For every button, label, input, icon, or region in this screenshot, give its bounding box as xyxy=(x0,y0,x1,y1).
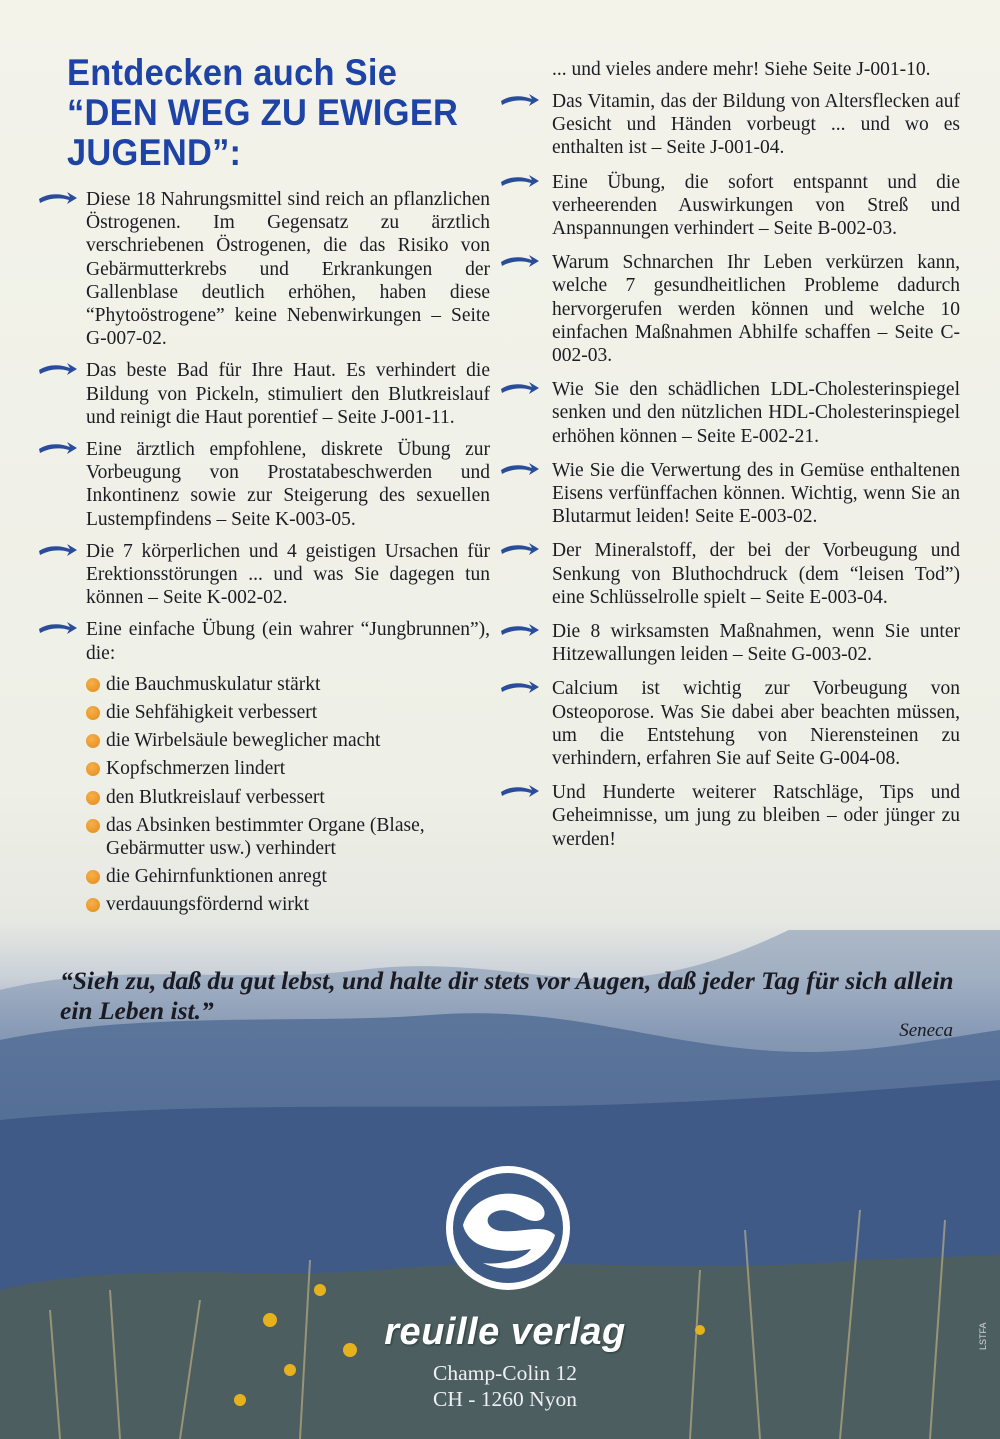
bullet-item xyxy=(86,786,490,809)
publisher-address xyxy=(380,1360,630,1412)
orange-dot-icon xyxy=(86,678,100,692)
arrow-icon xyxy=(500,253,540,269)
bullet-text: verdauungsfördernd wirkt xyxy=(106,894,310,916)
arrow-icon xyxy=(38,190,78,206)
orange-dot-icon xyxy=(86,870,100,884)
arrow-icon xyxy=(500,380,540,396)
list-item xyxy=(500,677,960,770)
bullet-item xyxy=(86,757,490,780)
list-item xyxy=(38,540,490,610)
orange-dot-icon xyxy=(86,791,100,805)
arrow-icon xyxy=(500,679,540,695)
arrow-icon xyxy=(500,461,540,477)
quote-author: Seneca xyxy=(899,1020,953,1041)
arrow-icon xyxy=(500,783,540,799)
bullet-text: den Blutkreislauf verbessert xyxy=(106,786,325,808)
bullet-item xyxy=(86,701,490,724)
address-line-1: Champ-Colin 12 xyxy=(433,1361,577,1385)
orange-dot-icon xyxy=(86,734,100,748)
item-text: Calcium ist wichtig zur Vorbeugung von Osteoporose. Was Sie dabei aber beachten müssen, um die Entstehung von Nierensteinen zu verhindern, erfahren Sie auf Seite G-004-08. xyxy=(552,678,960,770)
item-text: Warum Schnarchen Ihr Leben verkürzen kann, welche 7 gesundheitlichen Probleme dadurch hervorgerufen werden können und welche 10 einfachen Maßnahmen Abhilfe schaffen – Seite C-002-03. xyxy=(552,252,960,367)
arrow-icon xyxy=(38,620,78,636)
side-code: LSTFA xyxy=(978,1322,988,1350)
bullet-item xyxy=(86,814,490,860)
item-text: Die 8 wirksamsten Maßnahmen, wenn Sie unter Hitzewallungen leiden – Seite G-003-02. xyxy=(552,621,960,666)
orange-dot-icon xyxy=(86,706,100,720)
list-item xyxy=(38,618,490,916)
item-text: Wie Sie den schädlichen LDL-Cholesterinspiegel senken und den nützlichen HDL-Cholesterinspiegel erhöhen können – Seite E-002-21. xyxy=(552,379,960,447)
bullet-item xyxy=(86,893,490,916)
publisher-name: reuille verlag xyxy=(384,1311,626,1353)
list-item xyxy=(38,359,490,429)
bullet-text: das Absinken bestimmter Organe (Blase, Gebärmutter usw.) verhindert xyxy=(106,814,425,860)
arrow-icon xyxy=(38,542,78,558)
bullet-item xyxy=(86,729,490,752)
item-text: Das beste Bad für Ihre Haut. Es verhindert die Bildung von Pickeln, stimuliert den Blutkreislauf und reinigt die Haut porentief – Seite J-001-11. xyxy=(86,360,490,428)
continuation-text: ... und vieles andere mehr! Siehe Seite J-001-10. xyxy=(552,59,931,80)
item-text: Eine ärztlich empfohlene, diskrete Übung zur Vorbeugung von Prostatabeschwerden und Inkontinenz sowie zur Steigerung des sexuellen Lustempfindens – Seite K-003-05. xyxy=(86,439,490,530)
list-item xyxy=(38,438,490,531)
arrow-icon xyxy=(500,173,540,189)
arrow-icon xyxy=(500,622,540,638)
bullet-text: Kopfschmerzen lindert xyxy=(106,758,286,780)
left-column xyxy=(38,188,490,926)
list-item xyxy=(500,781,960,851)
list-item xyxy=(500,459,960,529)
exercise-benefits-list xyxy=(86,673,490,917)
list-item xyxy=(500,251,960,367)
orange-dot-icon xyxy=(86,762,100,776)
list-item xyxy=(500,620,960,666)
list-item xyxy=(500,171,960,241)
seneca-quote: “Sieh zu, daß du gut lebst, und halte dir stets vor Augen, daß jeder Tag für sich allein ein Leben ist.” xyxy=(60,966,954,1025)
item-text: Die 7 körperlichen und 4 geistigen Ursachen für Erektionsstörungen ... und was Sie dagegen tun können – Seite K-002-02. xyxy=(86,540,490,609)
item-text: Eine einfache Übung (ein wahrer “Jungbrunnen”), die: xyxy=(86,619,490,664)
bullet-text: die Bauchmuskulatur stärkt xyxy=(106,673,321,695)
arrow-icon xyxy=(38,361,78,377)
bullet-text: die Gehirnfunktionen anregt xyxy=(106,866,327,888)
item-text: Diese 18 Nahrungsmittel sind reich an pflanzlichen Östrogenen. Im Gegensatz zu ärztlich verschriebenen Östrogenen, die das Risiko von Gebärmutterkrebs und Erkrankungen der Gallenblase deutlich erhöhen, haben diese “Phytoöstrogene” keine Nebenwirkungen – Seite G-007-02. xyxy=(86,189,490,350)
list-item xyxy=(38,188,490,350)
right-column xyxy=(500,58,960,862)
item-text: Das Vitamin, das der Bildung von Altersflecken auf Gesicht und Händen vorbeugt ... und wo es enthalten ist – Seite J-001-04. xyxy=(552,91,960,159)
page-title: Entdecken auch Sie “DEN WEG ZU EWIGER JUGEND”: xyxy=(67,52,459,173)
arrow-icon xyxy=(500,92,540,108)
bullet-text: die Sehfähigkeit verbessert xyxy=(106,702,318,724)
item-text: Der Mineralstoff, der bei der Vorbeugung und Senkung von Bluthochdruck (dem “leisen Tod”) eine Schlüsselrolle spielt – Seite E-003-04. xyxy=(552,540,960,608)
bullet-item xyxy=(86,673,490,696)
item-text: Wie Sie die Verwertung des in Gemüse enthaltenen Eisens verfünffachen können. Wichtig, wenn Sie an Blutarmut leiden! Seite E-003-02. xyxy=(552,459,960,528)
arrow-icon xyxy=(38,440,78,456)
list-item xyxy=(500,378,960,448)
bullet-text: die Wirbelsäule beweglicher macht xyxy=(106,730,381,752)
orange-dot-icon xyxy=(86,898,100,912)
list-item xyxy=(500,90,960,160)
item-text: Und Hunderte weiterer Ratschläge, Tips und Geheimnisse, um jung zu bleiben – oder jünger zu werden! xyxy=(552,782,960,850)
wave-circle-logo xyxy=(443,1163,573,1293)
orange-dot-icon xyxy=(86,819,100,833)
address-line-2: CH - 1260 Nyon xyxy=(433,1387,577,1411)
item-text: Eine Übung, die sofort entspannt und die verheerenden Auswirkungen von Streß und Anspannungen verhindert – Seite B-002-03. xyxy=(552,171,960,240)
arrow-icon xyxy=(500,541,540,557)
list-item xyxy=(500,539,960,609)
bullet-item xyxy=(86,865,490,888)
